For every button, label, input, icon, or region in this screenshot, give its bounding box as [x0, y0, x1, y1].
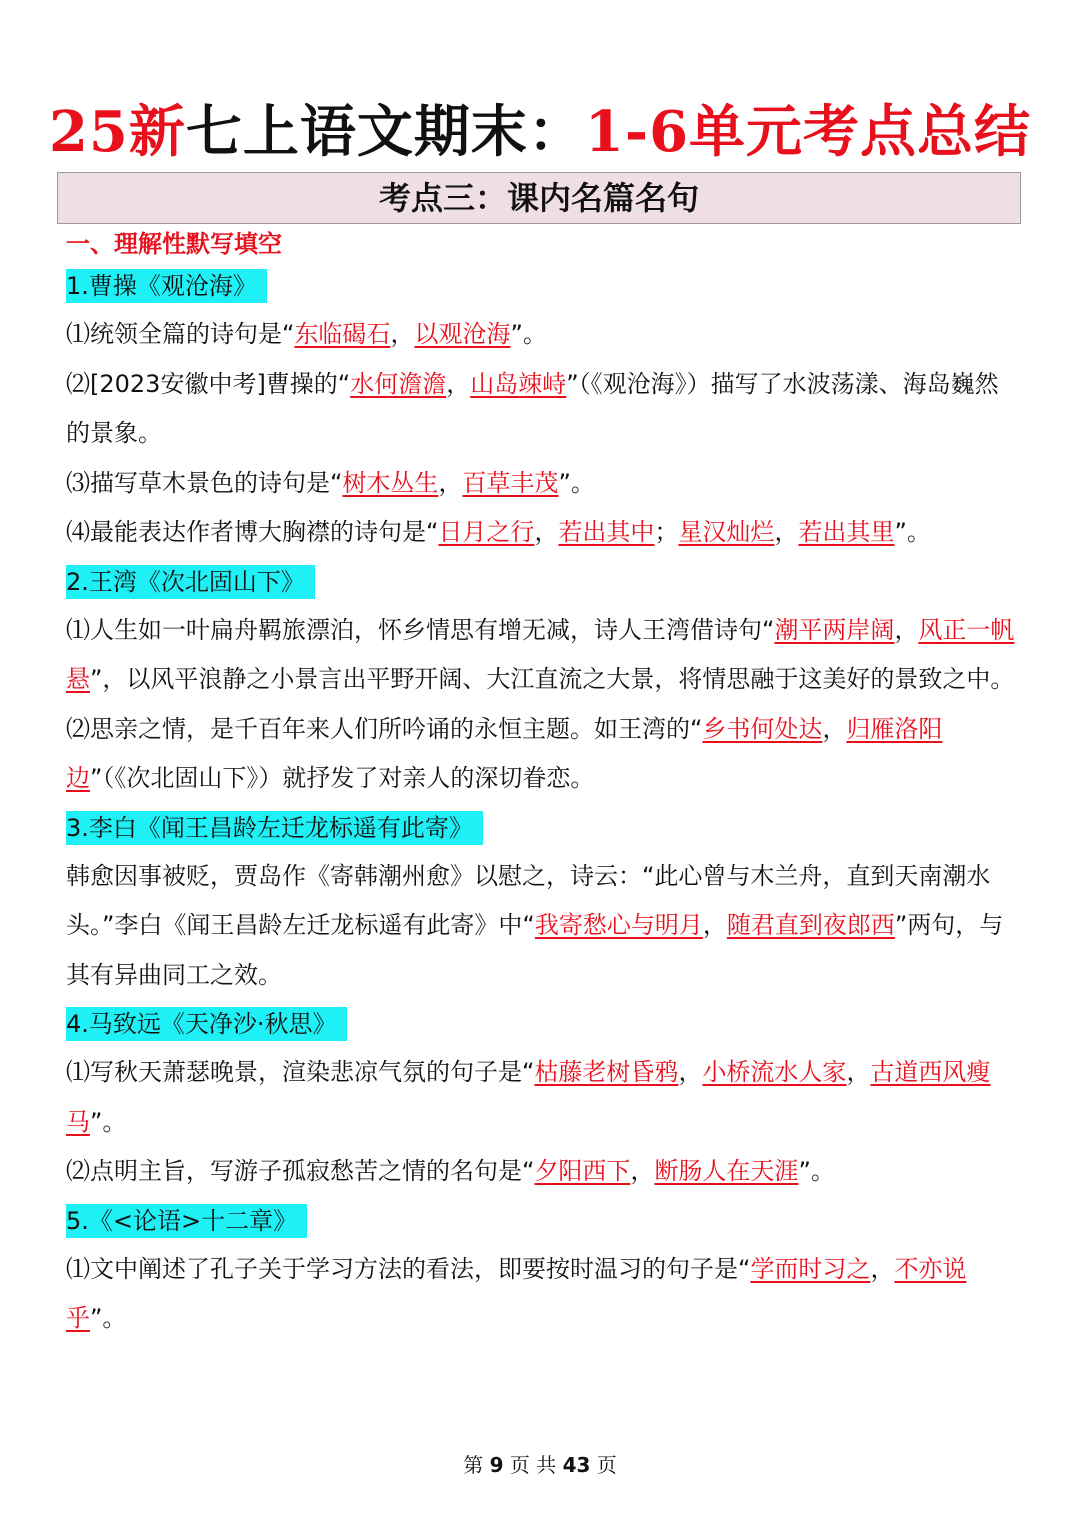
question-1-1 — [66, 310, 1016, 360]
question-4-1 — [66, 1048, 1016, 1147]
question-1-4 — [66, 508, 1016, 558]
question-text: ”。 — [510, 320, 547, 348]
answer-text: 若出其中 — [558, 518, 655, 546]
poem-title-text: 1.曹操《观沧海》 — [66, 269, 267, 303]
answer-text: 水何澹澹 — [350, 369, 447, 398]
answer-text: 树木丛生 — [342, 468, 439, 497]
poem-title-2 — [66, 558, 1016, 606]
answer-text: 断肠人在天涯 — [654, 1157, 799, 1185]
question-text: ”两句，与其有异曲同工之效。 — [66, 911, 1004, 989]
question-text: ⑴写秋天萧瑟晚景，渲染悲凉气氛的句子是“ — [66, 1058, 535, 1086]
question-text: ⑷最能表达作者博大胸襟的诗句是“ — [66, 518, 439, 546]
question-text: ”。 — [798, 1157, 835, 1185]
question-text: 韩愈因事被贬，贾岛作《寄韩潮州愈》以慰之，诗云：“此心曾与木兰舟，直到天南潮水头。”李白《闻王昌龄左迁龙标遥有此寄》中“ — [66, 861, 991, 939]
poem-title-text: 4.马致远《天净沙·秋思》 — [66, 1007, 347, 1041]
title-part-2: 七上语文期末： — [185, 99, 585, 165]
question-text: ”（《观沧海》）描写了水波荡漾、海岛巍然的景象。 — [66, 369, 999, 447]
poem-title-text: 5.《<论语>十二章》 — [66, 1204, 307, 1238]
question-text: ， — [870, 1254, 895, 1283]
question-text: ”（《次北固山下》）就抒发了对亲人的深切眷恋。 — [90, 764, 595, 792]
question-text: ， — [630, 1157, 655, 1185]
content-body — [66, 226, 1016, 1344]
answer-text: 枯藤老树昏鸦 — [534, 1058, 679, 1086]
question-text: ， — [702, 911, 727, 939]
poem-title-text: 2.王湾《次北固山下》 — [66, 565, 315, 599]
question-text: ， — [894, 615, 919, 644]
question-text: ， — [390, 320, 415, 348]
question-2-1 — [66, 606, 1016, 705]
footer-prefix: 第 — [463, 1453, 484, 1477]
question-5-1 — [66, 1245, 1016, 1344]
question-text: ⑶描写草木景色的诗句是“ — [66, 468, 343, 497]
question-text: ”，以风平浪静之小景言出平野开阔、大江直流之大景，将情思融于这美好的景致之中。 — [90, 665, 1015, 693]
question-text: ”。 — [558, 468, 595, 497]
question-text: ⑴文中阐述了孔子关于学习方法的看法，即要按时温习的句子是“ — [66, 1254, 751, 1283]
page-footer — [0, 1450, 1080, 1480]
question-text: ， — [822, 714, 847, 743]
answer-text: 风正一帆悬 — [66, 615, 1015, 693]
poem-title-1 — [66, 262, 1016, 310]
answer-text: 若出其里 — [798, 518, 895, 546]
question-text: ”。 — [894, 518, 931, 546]
footer-middle: 页 共 — [509, 1453, 557, 1477]
footer-suffix: 页 — [596, 1453, 617, 1477]
answer-text: 乡书何处达 — [702, 714, 823, 743]
answer-text: 潮平两岸阔 — [774, 615, 895, 644]
question-1-3 — [66, 459, 1016, 509]
total-page-count: 43 — [562, 1453, 591, 1477]
answer-text: 学而时习之 — [750, 1254, 871, 1283]
question-text: ⑵思亲之情，是千百年来人们所吟诵的永恒主题。如王湾的“ — [66, 714, 703, 743]
title-part-3: 1-6单元考点总结 — [584, 99, 1032, 165]
question-3-1 — [66, 852, 1016, 1001]
answer-text: 山岛竦峙 — [470, 369, 567, 398]
current-page-number: 9 — [489, 1453, 504, 1477]
question-2-2 — [66, 705, 1016, 804]
question-text: ， — [846, 1058, 871, 1086]
question-text: ⑵[2023安徽中考]曹操的“ — [66, 369, 351, 398]
page-title — [0, 92, 1080, 172]
question-text: ； — [654, 518, 679, 546]
poem-title-3 — [66, 804, 1016, 852]
answer-text: 随君直到夜郎西 — [726, 911, 895, 939]
question-text: ， — [438, 468, 463, 497]
question-4-2 — [66, 1147, 1016, 1197]
answer-text: 不亦说乎 — [66, 1254, 967, 1332]
poem-title-5 — [66, 1197, 1016, 1245]
answer-text: 百草丰茂 — [462, 468, 559, 497]
poem-title-text: 3.李白《闻王昌龄左迁龙标遥有此寄》 — [66, 811, 483, 845]
question-text: ⑵点明主旨，写游子孤寂愁苦之情的名句是“ — [66, 1157, 535, 1185]
answer-text: 小桥流水人家 — [702, 1058, 847, 1086]
question-text: ， — [678, 1058, 703, 1086]
poem-title-4 — [66, 1000, 1016, 1048]
answer-text: 东临碣石 — [294, 320, 391, 348]
answer-text: 夕阳西下 — [534, 1157, 631, 1185]
question-text: ”。 — [90, 1304, 127, 1332]
question-text: ， — [534, 518, 559, 546]
question-text: ⑴人生如一叶扁舟羁旅漂泊，怀乡情思有增无减，诗人王湾借诗句“ — [66, 615, 775, 644]
question-1-2 — [66, 360, 1016, 459]
answer-text: 星汉灿烂 — [678, 518, 775, 546]
question-text: ， — [446, 369, 471, 398]
section-heading: 一、理解性默写填空 — [66, 230, 282, 258]
question-text: ， — [774, 518, 799, 546]
answer-text: 日月之行 — [438, 518, 535, 546]
question-text: ”。 — [90, 1107, 127, 1136]
question-text: ⑴统领全篇的诗句是“ — [66, 320, 295, 348]
answer-text: 以观沧海 — [414, 320, 511, 348]
title-part-1: 25新 — [48, 99, 186, 165]
answer-text: 古道西风瘦马 — [66, 1058, 991, 1136]
answer-text: 归雁洛阳边 — [66, 714, 943, 792]
answer-text: 我寄愁心与明月 — [534, 911, 703, 939]
section-banner: 考点三：课内名篇名句 — [57, 172, 1021, 224]
